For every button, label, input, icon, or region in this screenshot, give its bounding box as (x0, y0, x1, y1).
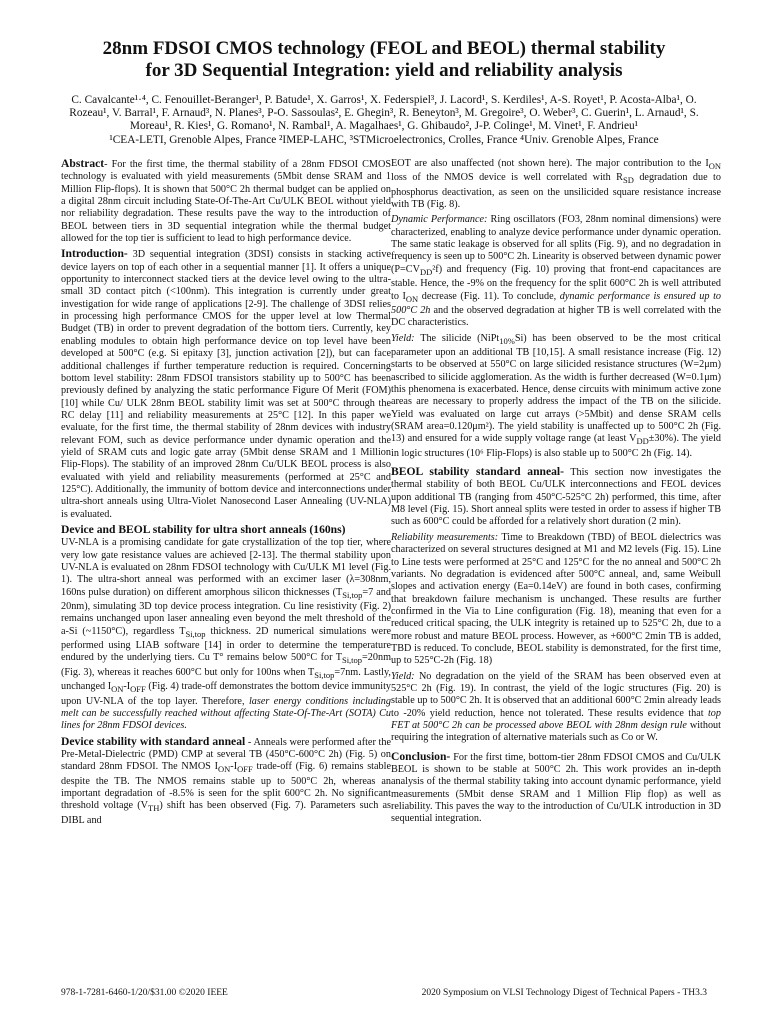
introduction-heading: Introduction- (61, 247, 128, 261)
subscript: OFF (237, 764, 253, 775)
text-run: Ring oscillators (FO3, 28nm nominal dimensions) were characterized, enabling to analyze device performance under dynamic operation. The same static leakage is observed for all splits (Fig. 9), and no degradation in frequency is seen up to 500°C 2h. Linearity is observed between dynamic power (P=CV (391, 214, 722, 275)
subscript: DD (419, 266, 433, 277)
text-run: Si) has been observed to be the most critical parameter upon an additional TB [10,15]. A small resistance increase (Fig. 12) starts to be observed at 550°C on large silicided resistance structures (W=2μm) ascribed to silicide agglomeration. As the width is further decreased (W=0.1μm) this phenomena is exacerbated. Hence, dense circuits with minimum active zone areas are necessary to properly address the impact of the TB on the silicide. Yield was evaluated on large cut arrays (>5Mbit) and dense SRAM cells (SRAM area=0.120μm²). The yield stability is unaffected up to 500°C 2h (Fig. 13) and ensured for a wide supply voltage range (at least V (391, 332, 721, 445)
subscript: ON (218, 764, 231, 775)
device-standard-paragraph (61, 736, 391, 827)
subscript: ON (405, 293, 419, 304)
subscript: 10% (499, 335, 515, 346)
text-run: Time to Breakdown (TBD) of BEOL dielectrics was characterized on several structures designed at M1 and M2 levels (Fig. 15). Line to Line tests were performed at 25°C and 125°C for the no anneal and 500°C 2h variants. No degradation is evidenced after 500°C anneal, and, same Weibull slopes and activation energy (Ea=0.14eV) are found in both cases, confirming that breakdown failure mechanism is unchanged. These results are further confirmed in the Via to Line configuration (Fig. 18), meaning that even for a reduced critical spacing, the ULK integrity is retained up to 525°C 2h, due to a more robust and mature BEOL process. However, as +600°C 2min TB is added, TBD is reduced. To conclude, BEOL stability is demonstrated, for the first time, up to 525°C-2h (Fig. 18) (391, 531, 721, 667)
text-run: =7 and 20nm), simulating 3D top device process integration. Cu line resistivity (Fig. 2) remains unchanged upon laser annealing even beyond the melt threshold of the a-Si (~1150°C), regardless T (61, 586, 391, 637)
text-run: decrease (Fig. 11). To conclude, (418, 290, 560, 302)
text-run: loss of the NMOS device is well correlated with R (391, 172, 623, 184)
title-line-2: for 3D Sequential Integration: yield and reliability analysis (145, 60, 623, 81)
text-run: without requiring the integration of alternative materials such as Co or W. (391, 719, 721, 744)
text-run: - Anneals were performed after the Pre-Metal-Dielectric (PMD) CMP at several TB (450°C-600°C 2h) (Fig. 5) on standard 28nm FDSOI. The NMOS I (61, 736, 391, 773)
italic-conclusion: laser energy conditions including melt can be successfully reached without affecting State-Of-The-Art (SOTA) Cu lines for 28nm FDSOI devices. (61, 695, 391, 732)
reliability-label: Reliability measurements: (391, 531, 499, 543)
abstract-heading: Abstract (61, 157, 105, 170)
text-run: -I (123, 681, 131, 693)
subscript: Si,top (314, 669, 335, 680)
paper-title (40, 38, 728, 82)
eot-paragraph (391, 158, 721, 211)
title-line-1: 28nm FDSOI CMOS technology (FEOL and BEOL) thermal stability (102, 38, 666, 59)
yield2-label: Yield: (391, 670, 415, 682)
device-beol-paragraph (61, 537, 391, 732)
footer-proceedings: 2020 Symposium on VLSI Technology Digest of Technical Papers - TH3.3 (421, 988, 707, 998)
text-run: This section now investigates the thermal stability of both BEOL Cu/ULK interconnections and FEOL devices upon additional TB (ranging from 450°C-525°C 2h) performed, this time, after M8 level (Fig. 15). Short anneal splits were tested in order to assess if higher TB such as 600°C could be afforded for a relatively short duration (2 min). (391, 467, 721, 528)
conclusion-paragraph (391, 751, 721, 826)
subscript: Si,top (185, 628, 206, 639)
subscript: SD (622, 175, 634, 186)
text-run: UV-NLA is a promising candidate for gate crystallization of the top tier, where very low gate resistance values are achieved [2-13]. The thermal stability upon UV-NLA is evaluated on 28nm FDSOI technology with Cu/ULK M1 level (Fig. 1). The ultra-short anneal was performed with an excimer laser (λ=308nm, 160ns pulse duration) on different amorphous silicon thicknesses (T (61, 537, 391, 598)
subscript: Si,top (342, 589, 363, 600)
right-column (391, 158, 721, 829)
device-beol-heading: Device and BEOL stability for ultra short anneals (160ns) (61, 522, 346, 536)
beol-standard-paragraph (391, 466, 721, 529)
subscript: Si,top (341, 655, 363, 666)
reliability-paragraph (391, 532, 721, 668)
footer-isbn: 978-1-7281-6460-1/20/$31.00 ©2020 IEEE (61, 988, 228, 998)
subscript: TH (148, 803, 160, 814)
text-run: degradation due to phosphorus deactivation, as seen on the unsilicided square resistance increase with TB (Fig. 8). (391, 172, 721, 211)
introduction-body: 3D sequential integration (3DSI) consists in stacking active device layers on top of each other in a sequential manner [1]. It offers a unique opportunity to interconnect stacked tiers at the device level owing to the ultra-small 3D contact pitch (<100nm). This integration is currently under great investigation for wide range of applications [2-9]. The challenge of 3DSI relies in processing high performance CMOS for the upper level at low Thermal Budget (TB) in order to prevent degradation of the bottom tiers. Currently, key enabling modules to obtain high performance device on top level have been developed at 500°C (e.g. Si epitaxy [3], junction activation [2]), but can face additional challenges if further temperature reduction is required. Concerning bottom level stability: 28nm FDSOI transistors stability up to 500°C has been previously defined by analyzing the static performance Figure Of Merit (FOM) [10] while Cu/ ULK 28nm BEOL stability limit was set at 500°C through the RC delay [11] and reliability measurements at 25°C [12]. In this paper we evaluate, for the first time, the thermal stability of 28nm devices with industry relevant FOM, such as device performance under dynamic operation and the yield of SRAM cuts and logic gate array (5Mbit dense SRAM and 1 Million Flip-Flops). The stability of an improved 28nm Cu/ULK BEOL process is also evaluated with yield and reliability measurements (performed at 25°C and 125°C). Additionally, the immunity of bottom device and interconnections under ultra-short anneals using Ultra-Violet Nanosecond Laser Annealing (UV-NLA) is evaluated. (61, 249, 391, 520)
text-run: EOT are also unaffected (not shown here). The major contribution to the I (391, 158, 709, 169)
abstract-paragraph (61, 158, 391, 245)
yield-label: Yield: (391, 332, 415, 344)
author-list: C. Cavalcante¹·⁴, C. Fenouillet-Beranger¹, P. Batude¹, X. Garros¹, X. Federspiel³, J. Lacord¹, S. Kerdiles¹, A-S. Royet¹, P. Acosta-Alba¹, O. Rozeau¹, V. Barral¹, F. Arnaud³, N. Planes³, P-O. Sassoulas², E. Ghegin³, R. Beneyton³, M. Gregoire³, O. Weber³, C. Guerin¹, L. Arnaud¹, S. Moreau¹, R. Kies¹, G. Romano¹, N. Rambal¹, A. Magalhaes¹, G. Ghibaudo², J-P. Colinge¹, M. Vinet¹, F. Andrieu¹ (69, 94, 699, 133)
dynamic-paragraph (391, 214, 721, 329)
text-run: (Fig. 4) trade-off demonstrates the bottom device immunity upon UV-NLA of the top layer. Therefore, (61, 681, 391, 707)
text-run: ²f) and frequency (Fig. 10) proving that front-end capacitances are stable. Hence, the -9% on the frequency for the split 600°C 2h is well attributed to I (391, 263, 721, 302)
left-column (61, 158, 391, 830)
subscript: ON (111, 684, 124, 695)
text-run: ±30%). The yield in logic structures (10⁶ Flip-Flops) is also stable up to 500°C 2h (Fig. 14). (391, 433, 722, 459)
subscript: ON (708, 161, 721, 172)
beol-standard-heading: BEOL stability standard anneal- (391, 465, 565, 479)
introduction-paragraph (61, 248, 391, 521)
conclusion-heading: Conclusion- (391, 749, 451, 763)
text-run: No degradation on the yield of the SRAM has been observed even at 525°C 2h (Fig. 19). In contrast, the yield of the logic structures (Fig. 20) is stable up to 500°C 2h. It is observed that an additional 600°C 2min already leads to -20% yield reduction, hence not tolerated. These results evidence that (391, 670, 721, 719)
device-standard-heading: Device stability with standard anneal (61, 734, 246, 748)
text-run: The silicide (NiPt (414, 332, 500, 344)
author-block (52, 94, 716, 147)
abstract-body: - For the first time, the thermal stability of a 28nm FDSOI CMOS technology is evaluated with yield measurements (5Mbit dense SRAM and 1 Million Flip-flops). It is shown that 500°C 2h thermal budget can be applied on a digital 28nm circuit including State-Of-The-Art Cu/ULK BEOL without yield nor reliability degradation. These results pave the way to the introduction of BEOL between tiers in 3D sequential integration while the thermal budget allowed for the top tier is sufficient to lead to high performance device. (61, 159, 391, 245)
text-run: -I (230, 761, 238, 773)
subscript: DD (636, 436, 649, 447)
text-run: trade-off (Fig. 6) remains stable despite the TB. The NMOS remains stable up to 500°C 2h, whereas an important degradation of -8.5% is seen for the split 600°C 2h. No significant threshold voltage (V (61, 761, 391, 812)
italic-conclusion: top FET at 500°C 2h can be processed above BEOL with 28nm design rule (391, 707, 721, 731)
text-run: and the observed degradation at higher TB is well correlated with the DC characteristics. (391, 304, 721, 329)
yield2-paragraph (391, 671, 721, 745)
yield-paragraph (391, 333, 721, 461)
dynamic-label: Dynamic Performance: (391, 214, 488, 226)
text-run: ) shift has been observed (Fig. 7). Parameters such as DIBL and (61, 800, 391, 826)
text-run: For the first time, bottom-tier 28nm FDSOI CMOS and Cu/ULK BEOL is shown to be stable at 500°C 2h. This work provides an in-depth analysis of the thermal stability taking into account dynamic performance, yield measurements (5Mbit dense SRAM and 1 Million Flip flop) as well as reliability. This paves the way to the introduction of Cu/ULK introduction in 3D sequential integration. (391, 751, 721, 825)
text-run: thickness. 2D numerical simulations were performed using LIAB software [14] in order to determine the temperature endured by the underlying tiers. Cu T° remains below 500°C for T (61, 625, 391, 664)
affiliations: ¹CEA-LETI, Grenoble Alpes, France ²IMEP-LAHC, ³STMicroelectronics, Crolles, France ⁴Univ. Grenoble Alpes, France (109, 133, 659, 146)
italic-conclusion: dynamic performance is ensured up to 500°C 2h (391, 290, 721, 316)
subscript: OFF (130, 684, 146, 695)
text-run: =7nm. Lastly, unchanged I (61, 666, 391, 693)
text-run: =20nm (Fig. 3), whereas it reaches 600°C but only for 100ns when T (61, 652, 391, 678)
